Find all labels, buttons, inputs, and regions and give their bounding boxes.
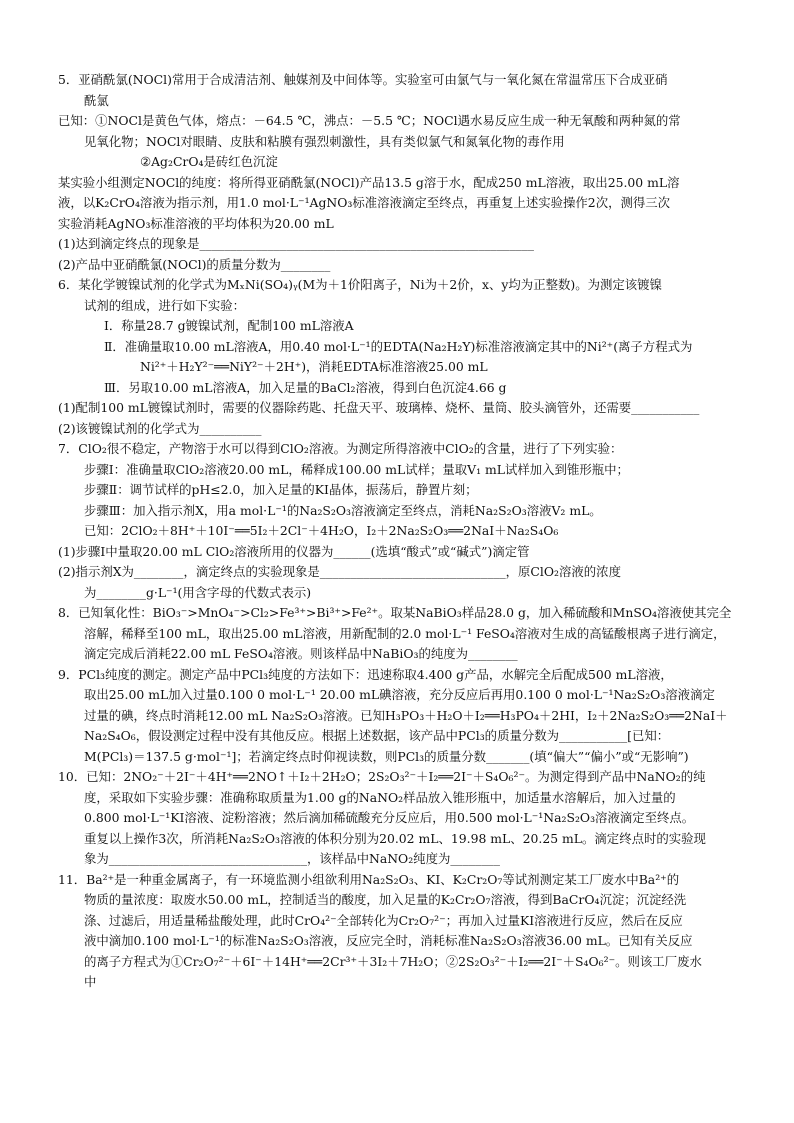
- text-line: 某实验小组测定NOCl的纯度：将所得亚硝酰氯(NOCl)产品13.5 g溶于水，配成250 mL溶液，取出25.00 mL溶: [58, 174, 680, 190]
- text-line: 的离子方程式为①Cr₂O₇²⁻＋6I⁻＋14H⁺══2Cr³⁺＋3I₂＋7H₂O；②2S₂O₃²⁻＋I₂══2I⁻＋S₄O₆²⁻。则该工厂废水: [84, 953, 702, 969]
- question-q10: [58, 767, 764, 870]
- text-line: 步骤Ⅱ：调节试样的pH≤2.0，加入足量的KI晶体，振荡后，静置片刻；: [84, 482, 478, 497]
- question-q9: [58, 665, 764, 768]
- text-line: (1)达到滴定终点的现象是______________________________________________________: [58, 236, 535, 251]
- text-line: Ni²⁺＋H₂Y²⁻══NiY²⁻＋2H⁺)，消耗EDTA标准溶液25.00 mL: [140, 359, 488, 374]
- text-line: (2)产品中亚硝酰氯(NOCl)的质量分数为________: [58, 256, 331, 272]
- text-line: Ⅱ．准确量取10.00 mL溶液A，用0.40 mol·L⁻¹的EDTA(Na₂H₂Y)标准溶液滴定其中的Ni²⁺(离子方程式为: [104, 338, 693, 354]
- text-line: 步骤Ⅰ：准确量取ClO₂溶液20.00 mL，稀释成100.00 mL试样；量取V₁ mL试样加入到锥形瓶中；: [84, 461, 629, 477]
- text-line: 象为________________________________，该样品中NaNO₂纯度为________: [84, 851, 500, 866]
- question-q5: [58, 70, 764, 275]
- text-line: 9．PCl₃纯度的测定。测定产品中PCl₃纯度的方法如下：迅速称取4.400 g产品，水解完全后配成500 mL溶液，: [58, 666, 673, 682]
- document-page: [58, 70, 764, 993]
- text-line: 液，以K₂CrO₄溶液为指示剂，用1.0 mol·L⁻¹AgNO₃标准溶液滴定至终点，再重复上述实验操作2次，测得三次: [58, 195, 671, 210]
- text-line: 过量的碘，终点时消耗12.00 mL Na₂S₂O₃溶液。已知H₃PO₃＋H₂O＋I₂══H₃PO₄＋2HI，I₂＋2Na₂S₂O₃══2NaI＋: [84, 707, 728, 723]
- question-q6: [58, 275, 764, 439]
- text-line: 6．某化学镀镍试剂的化学式为MₓNi(SO₄)ᵧ(M为＋1价阳离子，Ni为＋2价，x、y均为正整数)。为测定该镀镍: [58, 277, 662, 292]
- text-line: ②Ag₂CrO₄是砖红色沉淀: [140, 154, 278, 169]
- text-line: M(PCl₃)＝137.5 g·mol⁻¹]；若滴定终点时仰视读数，则PCl₃的质量分数_______(填“偏大”“偏小”或“无影响”): [84, 748, 689, 764]
- text-line: Ⅲ．另取10.00 mL溶液A，加入足量的BaCl₂溶液，得到白色沉淀4.66 g: [104, 379, 507, 395]
- text-line: 已知：2ClO₂＋8H⁺＋10I⁻══5I₂＋2Cl⁻＋4H₂O，I₂＋2Na₂S₂O₃══2NaI＋Na₂S₄O₆: [84, 523, 559, 538]
- text-line: (2)该镀镍试剂的化学式为__________: [58, 420, 262, 436]
- text-line: 见氧化物；NOCl对眼睛、皮肤和粘膜有强烈刺激性，具有类似氯气和氮氧化物的毒作用: [84, 133, 565, 149]
- text-line: 11．Ba²⁺是一种重金属离子，有一环境监测小组欲利用Na₂S₂O₃、KI、K₂Cr₂O₇等试剂测定某工厂废水中Ba²⁺的: [58, 871, 680, 887]
- text-line: (1)步骤Ⅰ中量取20.00 mL ClO₂溶液所用的仪器为______(选填“酸式”或“碱式”)滴定管: [58, 543, 530, 559]
- text-line: 实验消耗AgNO₃标准溶液的平均体积为20.00 mL: [58, 215, 334, 231]
- text-line: 溶解，稀释至100 mL，取出25.00 mL溶液，用新配制的2.0 mol·L⁻¹ FeSO₄溶液对生成的高锰酸根离子进行滴定，: [84, 625, 726, 641]
- text-line: Na₂S₄O₆，假设测定过程中没有其他反应。根据上述数据，该产品中PCl₃的质量分数为___________[已知：: [84, 728, 670, 743]
- question-q11: [58, 870, 764, 993]
- text-line: 7．ClO₂很不稳定，产物溶于水可以得到ClO₂溶液。为测定所得溶液中ClO₂的含量，进行了下列实验：: [58, 441, 623, 456]
- text-line: 液中滴加0.100 mol·L⁻¹的标准Na₂S₂O₃溶液，反应完全时，消耗标准Na₂S₂O₃溶液36.00 mL。已知有关反应: [84, 933, 693, 948]
- text-line: Ⅰ．称量28.7 g镀镍试剂，配制100 mL溶液A: [104, 318, 354, 333]
- text-line: 步骤Ⅲ：加入指示剂X，用a mol·L⁻¹的Na₂S₂O₃溶液滴定至终点，消耗Na₂S₂O₃溶液V₂ mL。: [84, 502, 602, 518]
- text-line: 酰氯: [84, 92, 109, 108]
- text-line: 8．已知氧化性：BiO₃⁻>MnO₄⁻>Cl₂>Fe³⁺>Bi³⁺>Fe²⁺。取某NaBiO₃样品28.0 g，加入稀硫酸和MnSO₄溶液使其完全: [58, 605, 732, 620]
- text-line: 度，采取如下实验步骤：准确称取质量为1.00 g的NaNO₂样品放入锥形瓶中，加适量水溶解后，加入过量的: [84, 789, 676, 805]
- text-line: 滴定完成后消耗22.00 mL FeSO₄溶液。则该样品中NaBiO₃的纯度为________: [84, 646, 518, 661]
- text-line: 试剂的组成，进行如下实验：: [84, 297, 246, 313]
- text-line: 已知：①NOCl是黄色气体，熔点：－64.5 ℃，沸点：－5.5 ℃；NOCl遇水易反应生成一种无氧酸和两种氮的常: [58, 113, 681, 128]
- text-line: 中: [84, 974, 97, 989]
- text-line: 重复以上操作3次，所消耗Na₂S₂O₃溶液的体积分别为20.02 mL、19.98 mL、20.25 mL。滴定终点时的实验现: [84, 830, 706, 846]
- text-line: 物质的量浓度：取废水50.00 mL，控制适当的酸度，加入足量的K₂Cr₂O₇溶液，得到BaCrO₄沉淀；沉淀经洗: [84, 892, 687, 907]
- question-q7: [58, 439, 764, 603]
- text-line: 涤、过滤后，用适量稀盐酸处理，此时CrO₄²⁻全部转化为Cr₂O₇²⁻；再加入过量KI溶液进行反应，然后在反应: [84, 912, 683, 928]
- text-line: (1)配制100 mL镀镍试剂时，需要的仪器除药匙、托盘天平、玻璃棒、烧杯、量筒、胶头滴管外，还需要___________: [58, 400, 700, 415]
- text-line: 取出25.00 mL加入过量0.100 0 mol·L⁻¹ 20.00 mL碘溶液，充分反应后再用0.100 0 mol·L⁻¹Na₂S₂O₃溶液滴定: [84, 687, 715, 702]
- text-line: 5．亚硝酰氯(NOCl)常用于合成清洁剂、触媒剂及中间体等。实验室可由氯气与一氧化氮在常温常压下合成亚硝: [58, 72, 668, 87]
- question-q8: [58, 603, 764, 665]
- text-line: 0.800 mol·L⁻¹KI溶液、淀粉溶液；然后滴加稀硫酸充分反应后，用0.500 mol·L⁻¹Na₂S₂O₃溶液滴定至终点。: [84, 810, 695, 825]
- text-line: (2)指示剂X为________，滴定终点的实验现象是______________________________，原ClO₂溶液的浓度: [58, 564, 621, 579]
- text-line: 10．已知：2NO₂⁻＋2I⁻＋4H⁺══2NO↑＋I₂＋2H₂O；2S₂O₃²⁻＋I₂══2I⁻＋S₄O₆²⁻。为测定得到产品中NaNO₂的纯: [58, 769, 706, 784]
- text-line: 为________g·L⁻¹(用含字母的代数式表示): [84, 584, 312, 600]
